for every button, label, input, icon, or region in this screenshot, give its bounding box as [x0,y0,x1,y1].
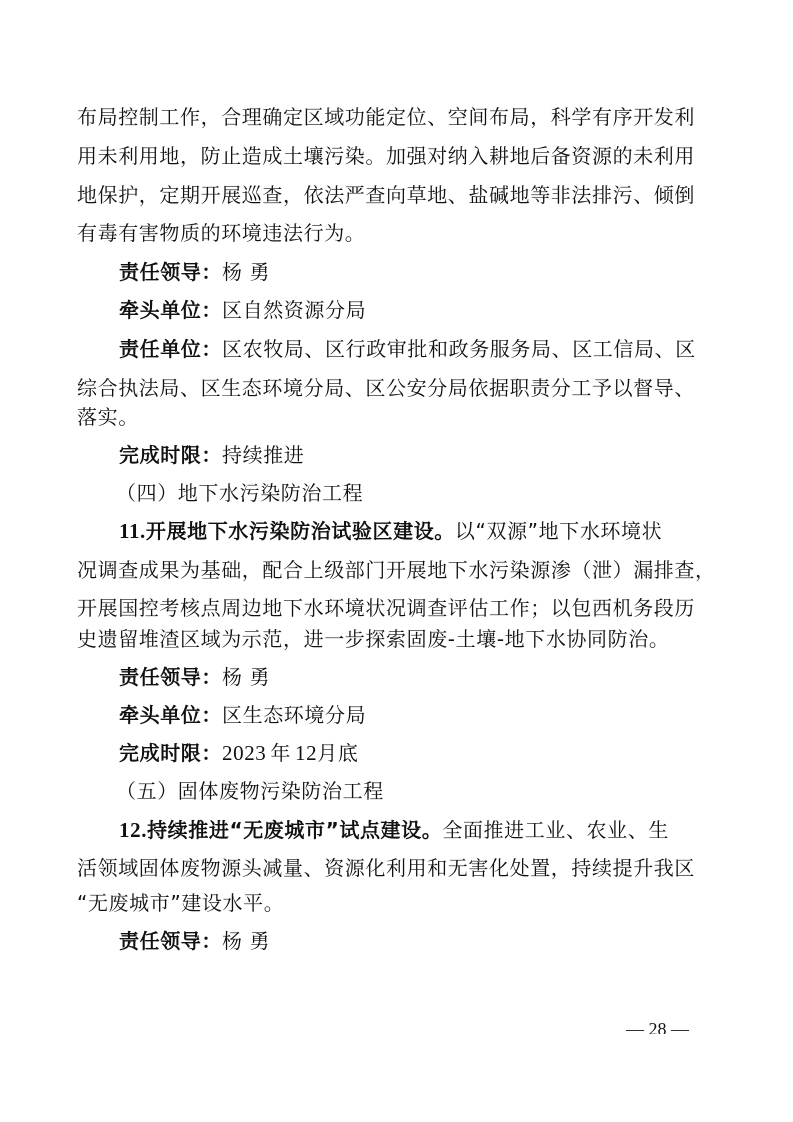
responsible-leader-row [119,928,729,954]
deadline-row [119,442,729,468]
body-text-line: 史遗留堆渣区域为示范，进一步探索固废-土壤-地下水协同防治。 [77,627,670,651]
body-text-line: 开展国控考核点周边地下水环境状况调查评估工作；以包西机务段历 [77,596,695,620]
item-heading-row [119,817,729,843]
deadline-label: 完成时限： [119,443,222,467]
deadline-year: 2023 [222,741,267,765]
deadline-label: 完成时限： [119,741,222,765]
responsible-leader-label: 责任领导： [119,260,222,284]
body-text-line: 综合执法局、区生态环境分局、区公安分局依据职责分工予以督导、 [77,376,695,400]
section-heading: （五）固体废物污染防治工程 [116,779,384,803]
responsible-leader-value: 杨 勇 [222,665,271,689]
body-text-line: 活领域固体废物源头减量、资源化利用和无害化处置，持续提升我区 [77,856,695,880]
responsible-leader-row [119,259,729,285]
responsible-units-label: 责任单位： [119,337,222,361]
section-heading: （四）地下水污染防治工程 [116,481,364,505]
responsible-leader-value: 杨 勇 [222,260,271,284]
lead-unit-label: 牵头单位： [119,298,222,322]
responsible-leader-label: 责任领导： [119,665,222,689]
item-heading-row [119,518,729,544]
body-text-line: 况调查成果为基础，配合上级部门开展地下水污染源渗（泄）漏排查， [77,558,716,582]
body-text-line: “无废城市”建设水平。 [77,891,285,915]
item-text: 以“双源”地下水环境状 [454,519,663,543]
lead-unit-label: 牵头单位： [119,703,222,727]
responsible-units-value: 区农牧局、区行政审批和政务服务局、区工信局、区 [222,337,696,361]
deadline-row [119,740,729,766]
body-text-line: 布局控制工作，合理确定区域功能定位、空间布局，科学有序开发利 [77,105,695,129]
deadline-year-unit: 年 [270,741,292,765]
item-title: 开展地下水污染防治试验区建设。 [145,519,455,543]
responsible-leader-value: 杨 勇 [222,929,271,953]
item-title: 持续推进“无废城市”试点建设。 [147,818,443,842]
lead-unit-value: 区生态环境分局 [222,703,367,727]
body-text-line: 有毒有害物质的环境违法行为。 [77,221,366,245]
deadline-value: 持续推进 [222,443,305,467]
lead-unit-value: 区自然资源分局 [222,298,367,322]
responsible-leader-label: 责任领导： [119,929,222,953]
responsible-leader-row [119,664,729,690]
lead-unit-row [119,297,729,323]
page-number: — 28 — [626,1019,689,1034]
responsible-units-row [119,336,729,362]
lead-unit-row [119,702,729,728]
body-text-line: 落实。 [77,405,139,429]
item-number: 12. [119,818,148,842]
item-text: 全面推进工业、农业、生 [442,818,669,842]
deadline-month: 12 [295,741,318,765]
body-text-line: 地保护，定期开展巡查，依法严查向草地、盐碱地等非法排污、倾倒 [77,183,695,207]
body-text-line: 用未利用地，防止造成土壤污染。加强对纳入耕地后备资源的未利用 [77,144,695,168]
item-number: 11. [119,519,146,543]
deadline-month-unit: 月底 [317,741,359,765]
